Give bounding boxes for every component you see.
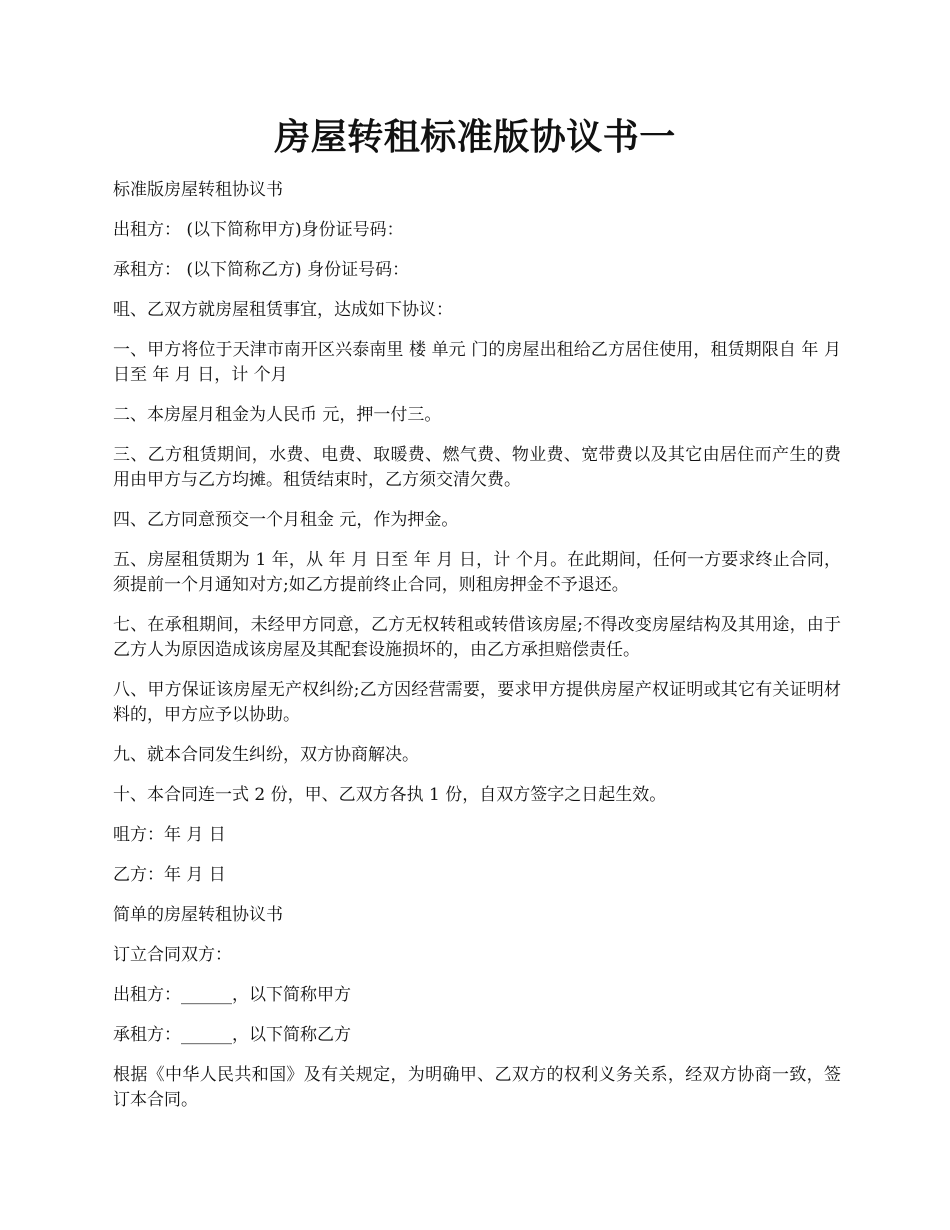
paragraph-agreement-intro: 咀、乙双方就房屋租赁事宜，达成如下协议：	[113, 300, 453, 320]
paragraph-lessor-blank: 出租方：______，以下简称甲方	[113, 985, 351, 1005]
paragraph-clause-4: 四、乙方同意预交一个月租金 元，作为押金。	[113, 510, 459, 530]
paragraph-clause-1: 一、甲方将位于天津市南开区兴泰南里 楼 单元 门的房屋出租给乙方居住使用，租赁期限自 年 月 日至 年 月 日，计 个月	[113, 340, 841, 385]
paragraph-clause-2: 二、本房屋月租金为人民币 元，押一付三。	[113, 405, 442, 425]
document-title: 房屋转租标准版协议书一	[274, 116, 676, 158]
paragraph-legal-basis: 根据《中华人民共和国》及有关规定，为明确甲、乙双方的权利义务关系，经双方协商一致，签订本合同。	[113, 1065, 841, 1110]
paragraph-subtitle: 标准版房屋转租协议书	[113, 180, 283, 200]
paragraph-lessee-blank: 承租方：______，以下简称乙方	[113, 1025, 351, 1045]
paragraph-party-b-date: 乙方：年 月 日	[113, 865, 226, 885]
paragraph-lessee: 承租方： (以下简称乙方) 身份证号码：	[113, 260, 410, 280]
paragraph-party-a-date: 咀方：年 月 日	[113, 825, 226, 845]
paragraph-section-heading: 简单的房屋转租协议书	[113, 905, 283, 925]
document-body	[113, 178, 841, 1128]
paragraph-clause-8: 八、甲方保证该房屋无产权纠纷;乙方因经营需要，要求甲方提供房屋产权证明或其它有关证明材料的，甲方应予以协助。	[113, 680, 841, 725]
paragraph-clause-10: 十、本合同连一式 2 份，甲、乙双方各执 1 份，自双方签字之日起生效。	[113, 785, 667, 805]
paragraph-contract-parties: 订立合同双方：	[113, 945, 232, 965]
paragraph-lessor: 出租方： (以下简称甲方)身份证号码：	[113, 220, 404, 240]
paragraph-clause-5: 五、房屋租赁期为 1 年，从 年 月 日至 年 月 日，计 个月。在此期间，任何一方要求终止合同，须提前一个月通知对方;如乙方提前终止合同，则租房押金不予退还。	[113, 550, 841, 595]
paragraph-clause-3: 三、乙方租赁期间，水费、电费、取暖费、燃气费、物业费、宽带费以及其它由居住而产生的费用由甲方与乙方均摊。租赁结束时，乙方须交清欠费。	[113, 445, 841, 490]
paragraph-clause-7: 七、在承租期间，未经甲方同意，乙方无权转租或转借该房屋;不得改变房屋结构及其用途，由于乙方人为原因造成该房屋及其配套设施损坏的，由乙方承担赔偿责任。	[113, 615, 841, 660]
paragraph-clause-9: 九、就本合同发生纠纷，双方协商解决。	[113, 745, 419, 765]
